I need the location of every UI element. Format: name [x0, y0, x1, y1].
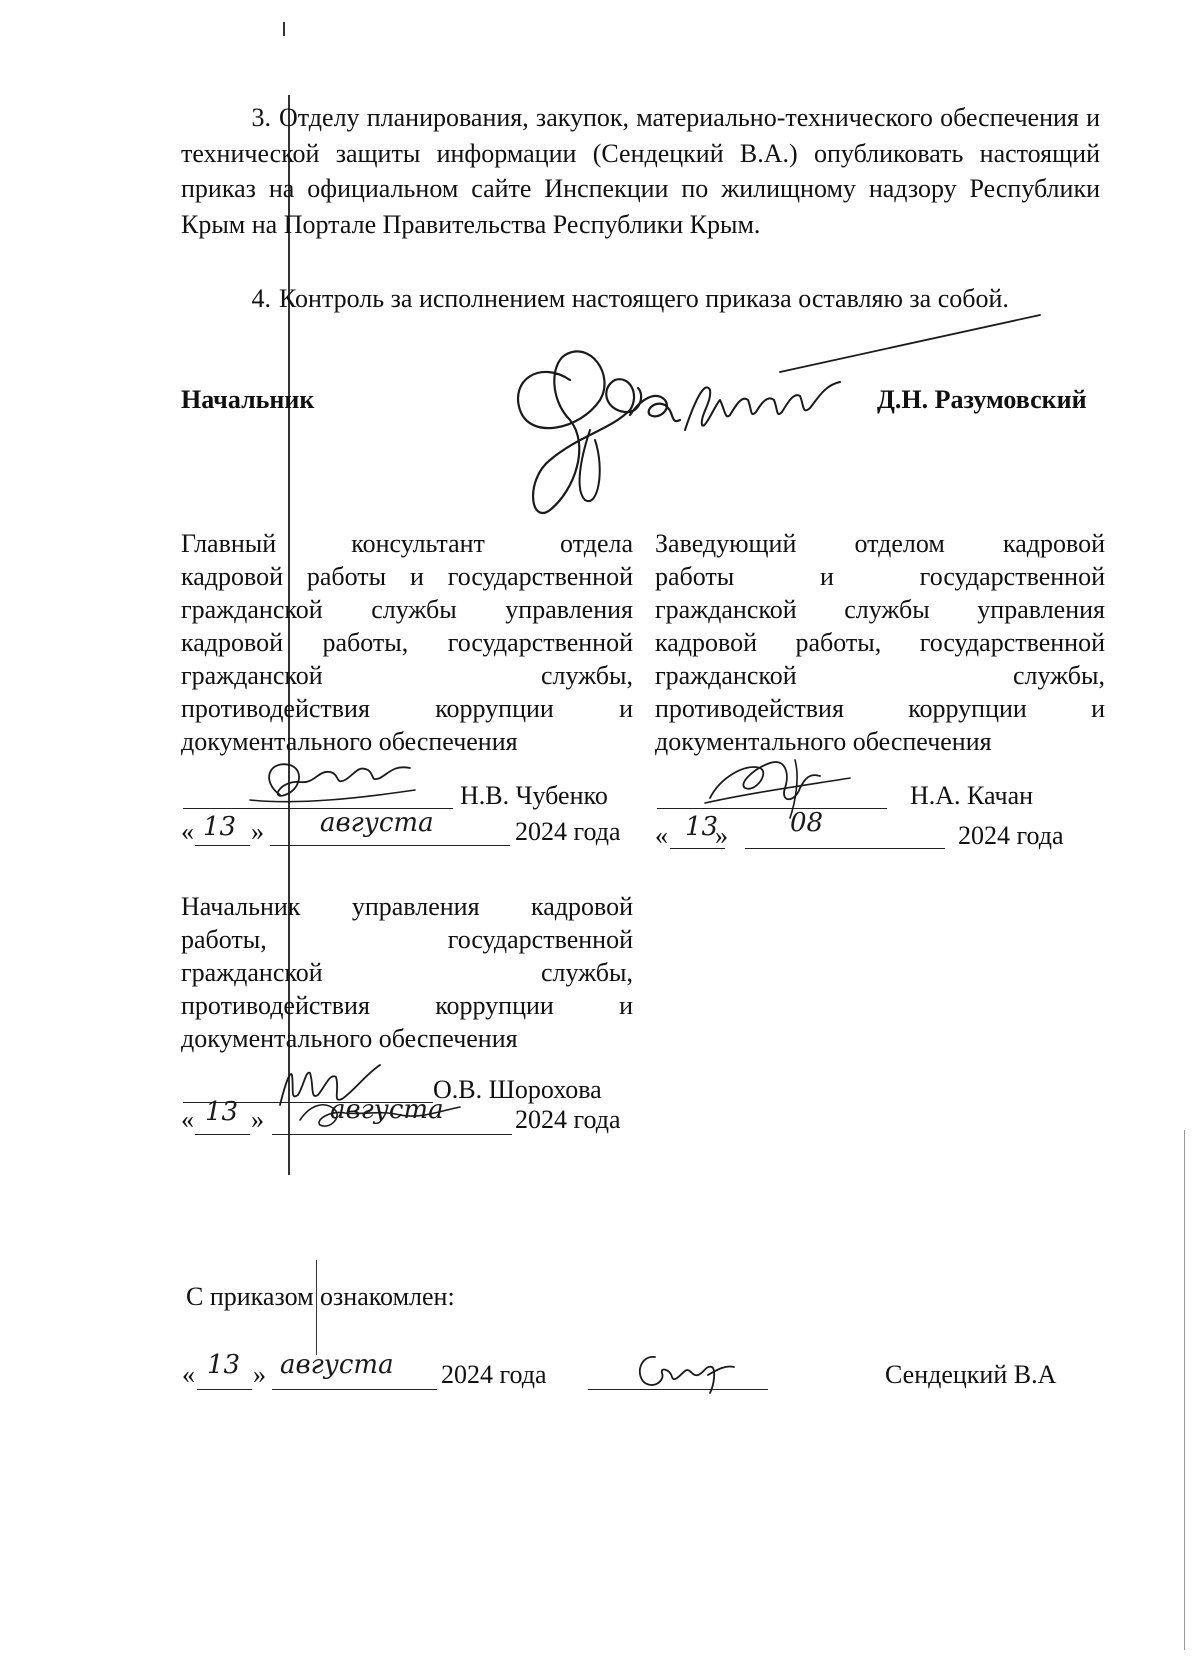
- approval-right-date-month: 08: [790, 808, 824, 838]
- approval-left-position: [181, 527, 633, 758]
- item-4-paragraph: [181, 281, 1100, 317]
- acknowledgement-date-day: 13: [207, 1350, 241, 1380]
- approval-left-date-day: 13: [203, 812, 237, 842]
- head-name: Д.Н. Разумовский: [877, 385, 1087, 414]
- position-line: противодействия коррупции и: [181, 694, 633, 723]
- date-day-line: [195, 845, 250, 846]
- position-line: Заведующий отделом кадровой: [655, 529, 1105, 558]
- date-month-line: [745, 848, 945, 849]
- date-day-line: [197, 1389, 252, 1390]
- acknowledgement-date-month: августа: [280, 1350, 394, 1380]
- approval-bottom-date-year: 2024 года: [515, 1105, 621, 1134]
- position-line: гражданской службы,: [655, 661, 1105, 690]
- approval-left-date-month: августа: [320, 808, 434, 838]
- approval-right-date-close: »: [715, 821, 728, 850]
- approval-right-date-day: 13: [685, 812, 719, 842]
- position-line: гражданской службы,: [181, 958, 633, 987]
- approval-left-date-close: »: [251, 817, 264, 846]
- item-3-number: 3.: [251, 103, 271, 132]
- approval-bottom-position: [181, 890, 633, 1055]
- acknowledgement-date-close: »: [253, 1360, 266, 1389]
- position-line: противодействия коррупции и: [181, 991, 633, 1020]
- approval-left-date-year: 2024 года: [515, 817, 621, 846]
- head-signature-image: [480, 320, 1100, 550]
- item-4-text: Контроль за исполнением настоящего приказа оставляю за собой.: [279, 284, 1009, 313]
- date-month-line: [272, 1389, 437, 1390]
- approval-left-name: Н.В. Чубенко: [460, 781, 608, 810]
- item-3-text: Отделу планирования, закупок, материально-технического обеспечения и технической защиты информации (Сендецкий В.А.) опубликовать настоящий приказ на официальном сайте Инспекции по жилищному надзору Республики Крым на Портале Правительства Республики Крым.: [181, 103, 1100, 239]
- position-line: документального обеспечения: [181, 1024, 518, 1053]
- position-line: гражданской службы управления: [655, 595, 1105, 624]
- acknowledgement-name: Сендецкий В.А: [885, 1360, 1057, 1389]
- item-3-paragraph: [181, 100, 1100, 242]
- position-line: кадровой работы, государственной: [181, 628, 633, 657]
- position-line: гражданской службы,: [181, 661, 633, 690]
- approval-bottom-date-close: »: [251, 1105, 264, 1134]
- scan-artifact-line: [1184, 1130, 1185, 1650]
- date-month-line: [270, 845, 510, 846]
- acknowledgement-signature-image: [630, 1345, 740, 1395]
- position-line: кадровой работы и государственной: [181, 562, 633, 591]
- position-line: документального обеспечения: [655, 727, 992, 756]
- date-month-line: [272, 1134, 512, 1135]
- position-line: Главный консультант отдела: [181, 529, 633, 558]
- approval-left-date-open: «: [181, 817, 194, 846]
- item-4-number: 4.: [251, 284, 271, 313]
- approval-right-date-open: «: [655, 821, 668, 850]
- date-day-line: [195, 1134, 250, 1135]
- approval-right-signature-image: [700, 748, 860, 823]
- acknowledgement-date-open: «: [182, 1360, 195, 1389]
- approval-right-name: Н.А. Качан: [910, 781, 1034, 810]
- approval-bottom-name: О.В. Шорохова: [433, 1075, 602, 1104]
- position-line: работы, государственной: [181, 925, 633, 954]
- acknowledgement-label: С приказом ознакомлен:: [186, 1282, 455, 1311]
- approval-right-position: [655, 527, 1105, 758]
- acknowledgement-date-year: 2024 года: [441, 1360, 547, 1389]
- scan-artifact-line: [283, 22, 285, 36]
- position-line: противодействия коррупции и: [655, 694, 1105, 723]
- position-line: кадровой работы, государственной: [655, 628, 1105, 657]
- approval-bottom-date-open: «: [181, 1105, 194, 1134]
- position-line: Начальник управления кадровой: [181, 892, 633, 921]
- position-line: гражданской службы управления: [181, 595, 633, 624]
- approval-bottom-date-day: 13: [205, 1097, 239, 1127]
- approval-bottom-date-month: августа: [330, 1095, 444, 1125]
- position-line: работы и государственной: [655, 562, 1105, 591]
- head-position: Начальник: [181, 385, 315, 414]
- approval-right-date-year: 2024 года: [958, 821, 1064, 850]
- position-line: документального обеспечения: [181, 727, 518, 756]
